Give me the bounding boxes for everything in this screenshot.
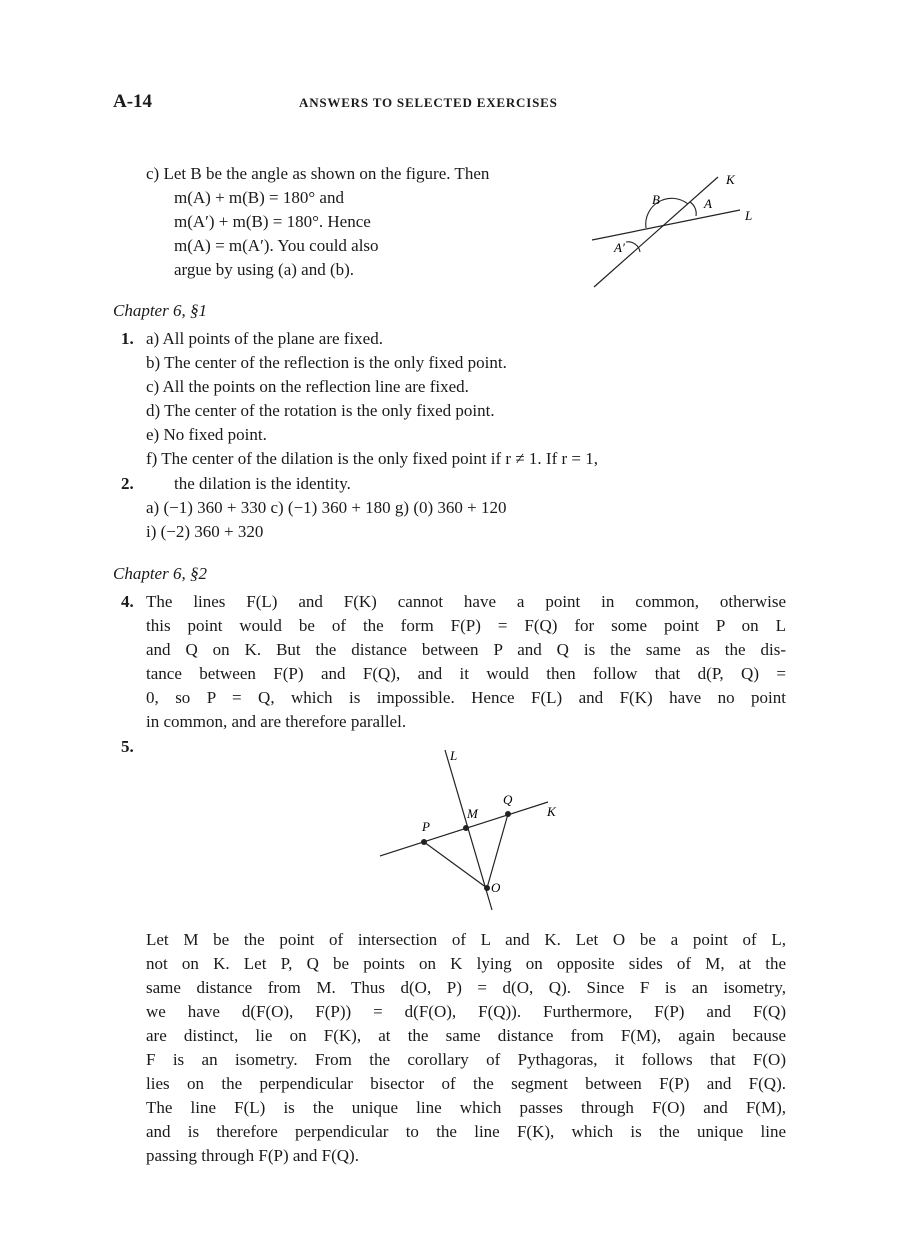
fig-label-b: B bbox=[652, 192, 660, 207]
part-c-line-1: c) Let B be the angle as shown on the figure. Then bbox=[146, 164, 490, 183]
part-c-line-3: m(A′) + m(B) = 180°. Hence bbox=[174, 212, 371, 231]
exercise-1-a: a) All points of the plane are fixed. bbox=[146, 329, 383, 348]
exercise-1-e: e) No fixed point. bbox=[146, 425, 267, 444]
exercise-1-f-continuation: the dilation is the identity. bbox=[174, 474, 351, 493]
chapter-6-1-heading: Chapter 6, §1 bbox=[113, 301, 207, 320]
angle-a-prime-arc bbox=[626, 242, 640, 252]
exercise-4-line-4: tance between F(P) and F(Q), and it would then follow that d(P, Q) = bbox=[146, 664, 786, 683]
fig5-label-k: K bbox=[547, 804, 556, 819]
chapter-6-2-heading: Chapter 6, §2 bbox=[113, 564, 207, 583]
part-c-line-2: m(A) + m(B) = 180° and bbox=[174, 188, 344, 207]
fig-label-l: L bbox=[745, 208, 753, 223]
fig-label-k: K bbox=[726, 172, 735, 187]
exercise-1-f: f) The center of the dilation is the only fixed point if r ≠ 1. If r = 1, bbox=[146, 449, 598, 468]
angle-a-arc bbox=[690, 202, 696, 216]
exercise-5-line-2: not on K. Let P, Q be points on K lying on opposite sides of M, at the bbox=[146, 954, 786, 973]
part-c-line-5: argue by using (a) and (b). bbox=[174, 260, 355, 279]
fig5-label-q: Q bbox=[503, 792, 513, 807]
exercise-4-line-1: The lines F(L) and F(K) cannot have a point in common, otherwise bbox=[146, 592, 786, 611]
exercise-5-line-3: same distance from M. Thus d(O, P) = d(O, Q). Since F is an isometry, bbox=[146, 978, 786, 997]
exercise-2-number: 2. bbox=[121, 474, 134, 493]
exercise-1-d: d) The center of the rotation is the only fixed point. bbox=[146, 401, 495, 420]
exercise-5-line-5: are distinct, lie on F(K), at the same distance from F(M), again because bbox=[146, 1026, 786, 1045]
running-title: ANSWERS TO SELECTED EXERCISES bbox=[299, 95, 558, 110]
exercise-5-number: 5. bbox=[121, 737, 134, 756]
exercise-4-number: 4. bbox=[121, 592, 134, 611]
exercise-4-line-3: and Q on K. But the distance between P and Q is the same as the dis- bbox=[146, 640, 786, 659]
fig5-label-o: O bbox=[491, 880, 501, 895]
segment-op bbox=[424, 842, 487, 888]
exercise-4-line-6: in common, and are therefore parallel. bbox=[146, 712, 407, 731]
exercise-2-row-2: i) (−2) 360 + 320 bbox=[146, 522, 264, 541]
point-o bbox=[484, 885, 490, 891]
perpendicular-figure bbox=[370, 740, 590, 920]
segment-oq bbox=[487, 814, 508, 888]
fig-label-a: A bbox=[704, 196, 712, 211]
point-p bbox=[421, 839, 427, 845]
exercise-5-line-8: The line F(L) is the unique line which passes through F(O) and F(M), bbox=[146, 1098, 786, 1117]
exercise-4-line-2: this point would be of the form F(P) = F(Q) for some point P on L bbox=[146, 616, 786, 635]
exercise-5-line-10: passing through F(P) and F(Q). bbox=[146, 1146, 359, 1165]
point-m bbox=[463, 825, 469, 831]
fig-label-a-prime: A′ bbox=[614, 240, 625, 255]
point-q bbox=[505, 811, 511, 817]
exercise-1-number: 1. bbox=[121, 329, 134, 348]
exercise-5-line-6: F is an isometry. From the corollary of Pythagoras, it follows that F(O) bbox=[146, 1050, 786, 1069]
page-number: A-14 bbox=[113, 91, 153, 112]
part-c-line-4: m(A) = m(A′). You could also bbox=[174, 236, 379, 255]
fig5-label-m: M bbox=[467, 806, 478, 821]
fig5-label-l: L bbox=[450, 748, 458, 763]
exercise-1-b: b) The center of the reflection is the only fixed point. bbox=[146, 353, 507, 372]
exercise-1-c: c) All the points on the reflection line are fixed. bbox=[146, 377, 469, 396]
exercise-5-line-4: we have d(F(O), F(P)) = d(F(O), F(Q)). Furthermore, F(P) and F(Q) bbox=[146, 1002, 786, 1021]
exercise-4-line-5: 0, so P = Q, which is impossible. Hence F(L) and F(K) have no point bbox=[146, 688, 786, 707]
exercise-5-line-7: lies on the perpendicular bisector of the segment between F(P) and F(Q). bbox=[146, 1074, 786, 1093]
fig5-label-p: P bbox=[422, 819, 430, 834]
exercise-5-line-9: and is therefore perpendicular to the line F(K), which is the unique line bbox=[146, 1122, 786, 1141]
angle-figure bbox=[580, 160, 780, 300]
line-l bbox=[592, 210, 740, 240]
exercise-5-line-1: Let M be the point of intersection of L and K. Let O be a point of L, bbox=[146, 930, 786, 949]
exercise-2-row-1: a) (−1) 360 + 330 c) (−1) 360 + 180 g) (0) 360 + 120 bbox=[146, 498, 507, 517]
